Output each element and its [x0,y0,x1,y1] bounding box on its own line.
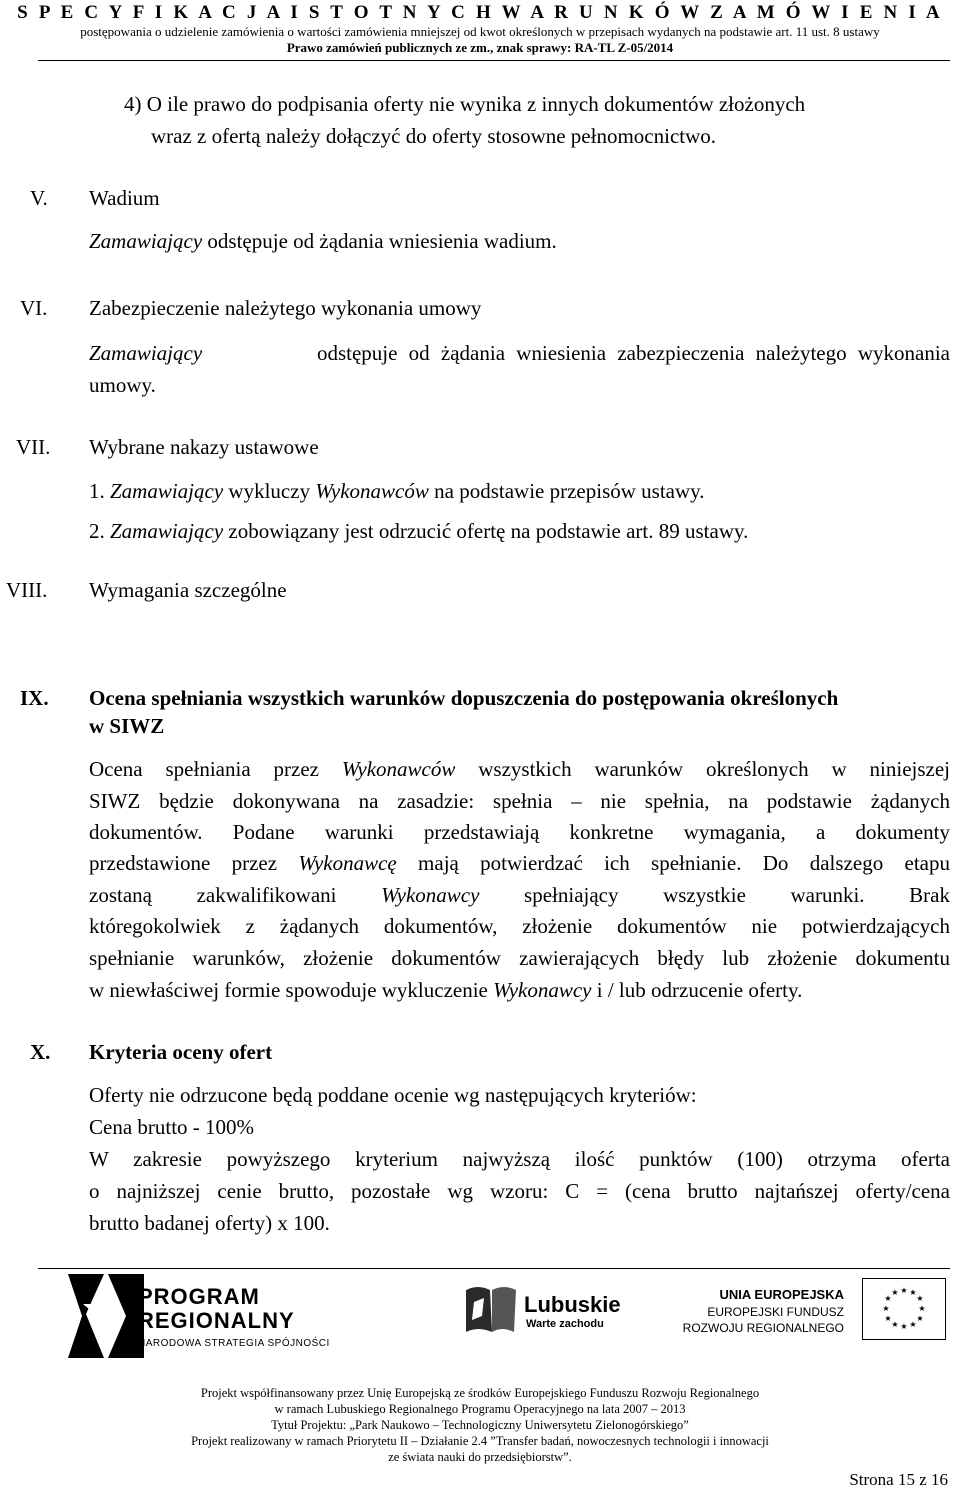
section-v-number: V. [30,186,48,210]
section-v-text-rest: odstępuje od żądania wniesienia wadium. [202,229,557,253]
text-fragment: wykluczy [223,479,316,503]
section-ix-para-line6: któregokolwiek z żądanych dokumentów, złożenie dokumentów nie potwierdzających [89,914,950,938]
word: zakwalifikowani [196,883,337,907]
section-ix-para-line7: spełnianie warunków, złożenie dokumentów zawierających błędy lub złożenie dokumentu [89,946,950,970]
svg-text:★: ★ [900,1322,908,1331]
text-fragment: w niewłaściwej formie spowoduje wykluczenie [89,978,494,1002]
section-vii-title: Wybrane nakazy ustawowe [89,435,319,459]
section-vi-text-line1 [89,338,950,369]
text-fragment: na podstawie przepisów ustawy. [428,479,705,503]
section-ix-para-line1 [89,754,950,785]
svg-text:★: ★ [884,1314,892,1323]
svg-text:★: ★ [882,1304,890,1313]
term-wykonawcow: Wykonawców [315,479,429,503]
section-vi-number: VI. [20,296,48,320]
section-v-text [89,226,557,257]
svg-text:★: ★ [909,1320,917,1329]
term-wykonawce: Wykonawcę [298,851,397,875]
item-number: 2. [89,519,105,543]
term-wykonawcy: Wykonawcy [493,978,592,1002]
svg-text:★: ★ [891,1288,899,1297]
section-ix-number: IX. [20,686,49,710]
item-number: 1. [89,479,105,503]
text-fragment: i / lub odrzucenie oferty. [591,978,803,1002]
section-x-line5: brutto badanej oferty) x 100. [89,1211,330,1235]
section-vii-item2 [89,516,748,547]
word: wszystkie [663,883,746,907]
section-ix-para-line3: dokumentów. Podane warunki przedstawiają konkretne wymagania, a dokumenty [89,820,950,844]
text-fragment: przedstawione przez [89,851,299,875]
svg-text:★: ★ [916,1294,924,1303]
lubuskie-logo [462,1282,632,1342]
header-subtitle-line1: postępowania o udzielenie zamówienia o wartości zamówienia mniejszej od kwot określonych w przepisach wydanych na podstawie art. 11 ust. 8 ustawy [80,24,880,39]
section-vi-text-rest: odstępuje od żądania wniesienia zabezpieczenia należytego wykonania [316,341,950,365]
section-ix-title-line2: w SIWZ [89,714,165,738]
section-vii-item1 [89,476,705,507]
text-fragment: mają potwierdzać ich spełnianie. Do dalszego etapu [396,851,950,875]
section-x-number: X. [30,1040,51,1064]
section-ix-para-line2: SIWZ będzie dokonywana na zasadzie: spełnia – nie spełnia, na podstawie żądanych [89,789,950,813]
footer-line5: ze świata nauki do przedsiębiorstw”. [388,1450,572,1464]
term-zamawiajacy: Zamawiający [89,229,203,253]
header-divider [38,60,950,61]
logo-divider [38,1268,950,1269]
term-zamawiajacy: Zamawiający [110,519,224,543]
svg-text:★: ★ [909,1288,917,1297]
section-x-title: Kryteria oceny ofert [89,1040,273,1064]
word: warunki. [790,883,865,907]
footer-line3: Tytuł Projektu: „Park Naukowo – Technologiczny Uniwersytetu Zielonogórskiego” [271,1418,689,1432]
section-viii-number: VIII. [6,578,48,602]
word: zostaną [89,883,152,907]
ue-logo-line2: EUROPEJSKI FUNDUSZ [707,1305,844,1319]
header-subtitle-line2: Prawo zamówień publicznych ze zm., znak sprawy: RA-TL Z-05/2014 [286,40,674,55]
page-number: Strona 15 z 16 [849,1470,948,1489]
program-logo-line1: PROGRAM [138,1284,260,1309]
section-v-title: Wadium [89,186,160,210]
program-regionalny-logo [64,1274,354,1358]
ue-logo-line1: UNIA EUROPEJSKA [719,1287,844,1302]
section-vi-text-line2: umowy. [89,373,156,397]
lubuskie-logo-name: Lubuskie [524,1292,621,1317]
footer-line2: w ramach Lubuskiego Regionalnego Programu Operacyjnego na lata 2007 – 2013 [274,1402,686,1416]
program-logo-line2: REGIONALNY [138,1308,295,1333]
term-zamawiajacy: Zamawiający [110,479,224,503]
svg-text:★: ★ [900,1286,908,1295]
section-ix-para-line5 [89,880,950,911]
footer-line1: Projekt współfinansowany przez Unię Europejską ze środków Europejskiego Funduszu Rozwoju Regionalnego [200,1386,760,1400]
text-fragment: wszystkich warunków określonych w niniejszej [455,757,950,781]
lubuskie-emblem-icon [462,1282,520,1338]
text-fragment: Ocena spełniania przez [89,757,342,781]
item4-line1: 4) O ile prawo do podpisania oferty nie wynika z innych dokumentów złożonych [124,92,806,116]
eu-stars-icon [863,1279,945,1339]
section-ix-para-line8 [89,975,802,1006]
section-x-line4: o najniższej cenie brutto, pozostałe wg wzoru: C = (cena brutto najtańszej oferty/cena [89,1179,950,1203]
program-logo-line3: NARODOWA STRATEGIA SPÓJNOŚCI [138,1338,330,1349]
text-fragment: zobowiązany jest odrzucić ofertę na podstawie art. 89 ustawy. [223,519,749,543]
term-wykonawcy: Wykonawcy [381,883,480,907]
document-title: S P E C Y F I K A C J A I S T O T N Y C H W A R U N K Ó W Z A M Ó W I E N I A [17,2,943,23]
word: Brak [909,883,950,907]
section-ix-para-line4 [89,848,950,879]
section-vii-number: VII. [16,435,51,459]
term-zamawiajacy: Zamawiający [89,341,203,365]
eu-flag-icon [862,1278,946,1340]
svg-text:★: ★ [891,1320,899,1329]
section-x-line1: Oferty nie odrzucone będą poddane ocenie wg następujących kryteriów: [89,1083,697,1107]
svg-text:★: ★ [884,1294,892,1303]
section-vi-title: Zabezpieczenie należytego wykonania umowy [89,296,482,320]
section-x-line3: W zakresie powyższego kryterium najwyższą ilość punktów (100) otrzyma oferta [89,1147,950,1171]
nss-emblem-icon [64,1274,144,1358]
item4-line2: wraz z ofertą należy dołączyć do oferty stosowne pełnomocnictwo. [151,124,717,148]
section-ix-title-line1: Ocena spełniania wszystkich warunków dopuszczenia do postępowania określonych [89,686,839,710]
svg-text:★: ★ [916,1314,924,1323]
svg-text:★: ★ [918,1304,926,1313]
ue-logo-line3: ROZWOJU REGIONALNEGO [682,1321,844,1335]
footer-line4: Projekt realizowany w ramach Priorytetu II – Działanie 2.4 ”Transfer badań, nowoczesnych technologii i innowacji [191,1434,769,1448]
lubuskie-logo-tagline: Warte zachodu [526,1318,604,1330]
section-x-line2: Cena brutto - 100% [89,1115,255,1139]
section-viii-title: Wymagania szczególne [89,578,287,602]
word: spełniający [524,883,619,907]
term-wykonawcow: Wykonawców [341,757,456,781]
